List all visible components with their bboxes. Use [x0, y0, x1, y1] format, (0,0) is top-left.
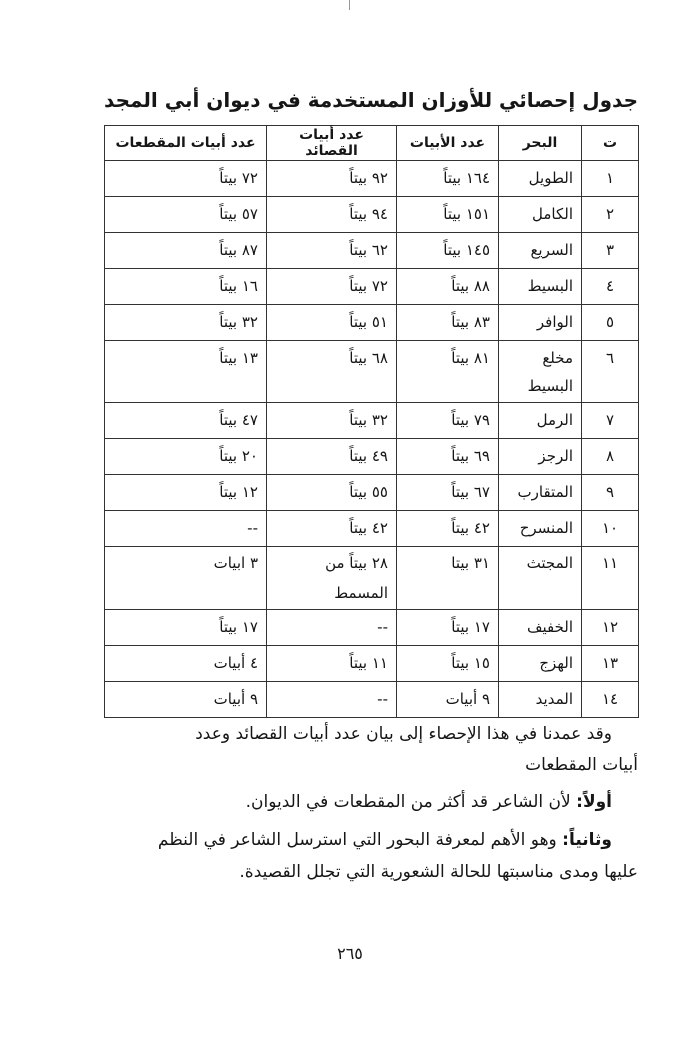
cell-meter: الرجز	[499, 439, 582, 475]
cell-index: ٧	[582, 403, 639, 439]
first-reason	[246, 792, 612, 812]
cell-index: ٨	[582, 439, 639, 475]
cell-poem-verses: --	[267, 610, 397, 646]
table-row	[105, 269, 639, 305]
cell-poem-verses: ٩٢ بيتاً	[267, 161, 397, 197]
cell-index: ٣	[582, 233, 639, 269]
table-row	[105, 511, 639, 547]
header-index: ت	[582, 126, 639, 161]
cell-fragment-verses: ٩ أبيات	[105, 682, 267, 718]
cell-poem-verses: ٥١ بيتاً	[267, 305, 397, 341]
cell-fragment-verses: ٣٢ بيتاً	[105, 305, 267, 341]
cell-index: ٥	[582, 305, 639, 341]
cell-index: ٩	[582, 475, 639, 511]
cell-index: ٢	[582, 197, 639, 233]
cell-meter: مخلع البسيط	[499, 341, 582, 403]
cell-fragment-verses: ٣ ابيات	[105, 547, 267, 610]
cell-meter: المتقارب	[499, 475, 582, 511]
table-row	[105, 547, 639, 610]
cell-poem-verses: ٤٢ بيتاً	[267, 511, 397, 547]
cell-fragment-verses: ٧٢ بيتاً	[105, 161, 267, 197]
header-meter: البحر	[499, 126, 582, 161]
table-row	[105, 610, 639, 646]
cell-index: ١٤	[582, 682, 639, 718]
cell-index: ٤	[582, 269, 639, 305]
cell-verses: ٦٩ بيتاً	[397, 439, 499, 475]
cell-poem-verses: --	[267, 682, 397, 718]
cell-index: ١٣	[582, 646, 639, 682]
cell-verses: ٩ أبيات	[397, 682, 499, 718]
table-header-row	[105, 126, 639, 161]
cell-verses: ٨٨ بيتاً	[397, 269, 499, 305]
table-row	[105, 305, 639, 341]
cell-fragment-verses: ١٣ بيتاً	[105, 341, 267, 403]
meters-table	[104, 125, 639, 718]
table-title: جدول إحصائي للأوزان المستخدمة في ديوان أبي المجد	[104, 88, 638, 112]
table-row	[105, 439, 639, 475]
cell-index: ١٢	[582, 610, 639, 646]
cell-index: ١١	[582, 547, 639, 610]
header-verses: عدد الأبيات	[397, 126, 499, 161]
cell-meter: الهزج	[499, 646, 582, 682]
table-row	[105, 161, 639, 197]
cell-meter: المجتث	[499, 547, 582, 610]
intro-line-2: أبيات المقطعات	[525, 755, 638, 775]
cell-index: ٦	[582, 341, 639, 403]
cell-fragment-verses: ٤٧ بيتاً	[105, 403, 267, 439]
cell-fragment-verses: ٥٧ بيتاً	[105, 197, 267, 233]
cell-poem-verses: ٥٥ بيتاً	[267, 475, 397, 511]
cell-poem-verses: ١١ بيتاً	[267, 646, 397, 682]
table-row	[105, 341, 639, 403]
first-label: أولاً:	[576, 792, 612, 812]
cell-verses: ١٤٥ بيتاً	[397, 233, 499, 269]
cell-fragment-verses: ٤ أبيات	[105, 646, 267, 682]
cell-poem-verses: ٧٢ بيتاً	[267, 269, 397, 305]
cell-meter: الخفيف	[499, 610, 582, 646]
cell-verses: ٨٣ بيتاً	[397, 305, 499, 341]
cell-poem-verses: ٦٢ بيتاً	[267, 233, 397, 269]
cell-index: ١	[582, 161, 639, 197]
table-row	[105, 233, 639, 269]
cell-meter: المنسرح	[499, 511, 582, 547]
cell-fragment-verses: --	[105, 511, 267, 547]
header-fragment-verses: عدد أبيات المقطعات	[105, 126, 267, 161]
cell-verses: ٦٧ بيتاً	[397, 475, 499, 511]
cell-meter: البسيط	[499, 269, 582, 305]
table-row	[105, 682, 639, 718]
cell-verses: ١٥١ بيتاً	[397, 197, 499, 233]
header-poem-verses: عدد أبيات القصائد	[267, 126, 397, 161]
cell-fragment-verses: ١٧ بيتاً	[105, 610, 267, 646]
cell-meter: الطويل	[499, 161, 582, 197]
table-row	[105, 646, 639, 682]
cell-poem-verses: ٤٩ بيتاً	[267, 439, 397, 475]
cell-poem-verses: ٩٤ بيتاً	[267, 197, 397, 233]
cell-poem-verses: ٦٨ بيتاً	[267, 341, 397, 403]
cell-poem-verses: ٢٨ بيتاً من المسمط	[267, 547, 397, 610]
cell-index: ١٠	[582, 511, 639, 547]
cell-fragment-verses: ٢٠ بيتاً	[105, 439, 267, 475]
second-label: وثانياً:	[562, 830, 612, 850]
cell-verses: ١٥ بيتاً	[397, 646, 499, 682]
first-text: لأن الشاعر قد أكثر من المقطعات في الديوان.	[245, 792, 571, 812]
cell-verses: ٤٢ بيتاً	[397, 511, 499, 547]
cell-fragment-verses: ٨٧ بيتاً	[105, 233, 267, 269]
second-text: وهو الأهم لمعرفة البحور التي استرسل الشاعر في النظم	[157, 830, 557, 850]
cell-verses: ٧٩ بيتاً	[397, 403, 499, 439]
cell-meter: المديد	[499, 682, 582, 718]
cell-meter: الوافر	[499, 305, 582, 341]
cell-verses: ٨١ بيتاً	[397, 341, 499, 403]
cell-verses: ٣١ بيتا	[397, 547, 499, 610]
cell-verses: ١٧ بيتاً	[397, 610, 499, 646]
table-row	[105, 197, 639, 233]
page-number: ٢٦٥	[337, 944, 363, 963]
cell-meter: الرمل	[499, 403, 582, 439]
second-reason-line-2: عليها ومدى مناسبتها للحالة الشعورية التي تجلل القصيدة.	[239, 862, 638, 882]
second-reason	[158, 830, 612, 850]
cell-fragment-verses: ١٦ بيتاً	[105, 269, 267, 305]
cell-meter: السريع	[499, 233, 582, 269]
cell-poem-verses: ٣٢ بيتاً	[267, 403, 397, 439]
table-row	[105, 475, 639, 511]
cell-fragment-verses: ١٢ بيتاً	[105, 475, 267, 511]
table-row	[105, 403, 639, 439]
page-top-mark	[349, 0, 350, 10]
cell-meter: الكامل	[499, 197, 582, 233]
cell-verses: ١٦٤ بيتاً	[397, 161, 499, 197]
intro-line-1: وقد عمدنا في هذا الإحصاء إلى بيان عدد أبيات القصائد وعدد	[195, 724, 612, 744]
